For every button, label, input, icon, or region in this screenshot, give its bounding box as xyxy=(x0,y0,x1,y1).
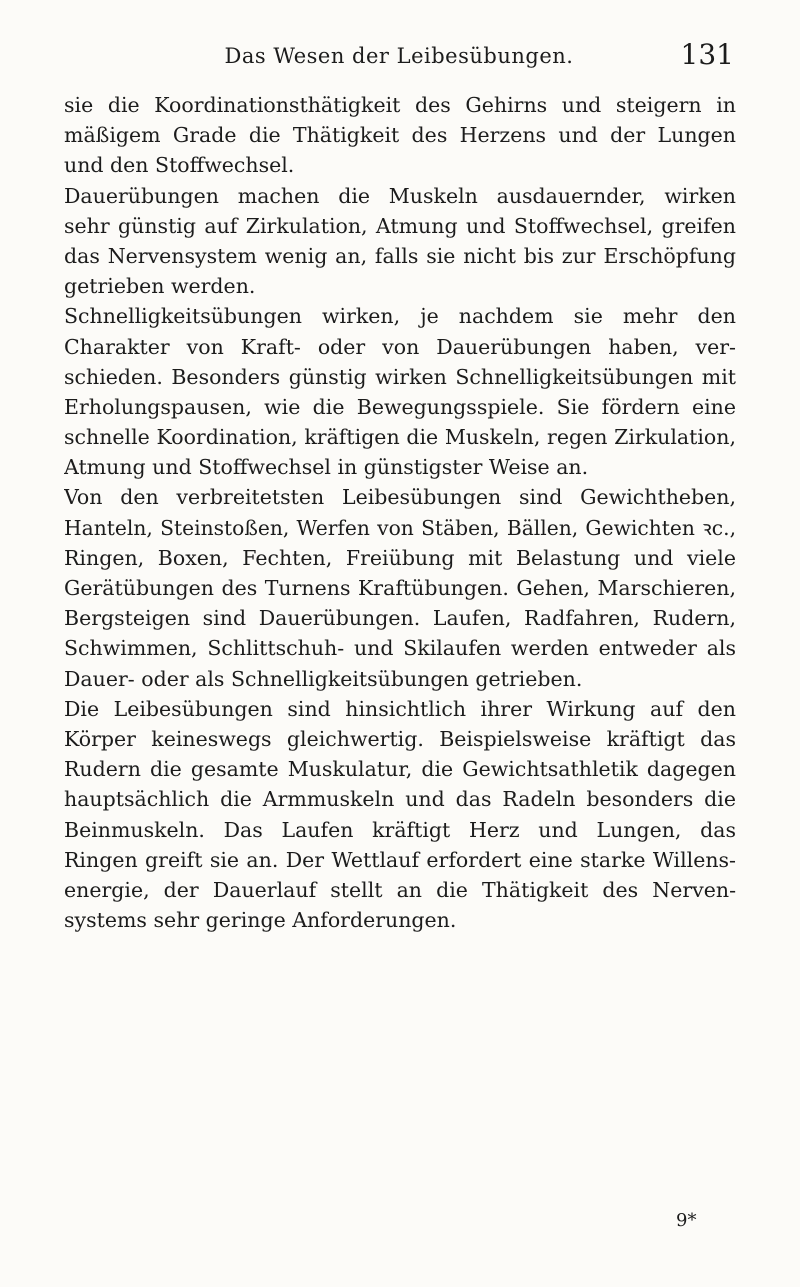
text-line: Beinmuskeln. Das Laufen kräftigt Herz und Lungen, das xyxy=(64,817,736,842)
text-line: und den Stoffwechsel. xyxy=(64,153,295,178)
text-line: energie, der Dauerlauf stellt an die Thätigkeit des Nerven- xyxy=(64,877,736,902)
text-line: Rudern die gesamte Muskulatur, die Gewichtsathletik dagegen xyxy=(64,757,736,782)
text-line: Dauerübungen machen die Muskeln ausdauernder, wirken xyxy=(64,183,736,208)
text-line: Gerätübungen des Turnens Kraftübungen. Gehen, Marschieren, xyxy=(64,576,736,600)
text-line: sie die Koordinationsthätigkeit des Gehirns und steigern in xyxy=(64,93,736,117)
text-line: systems sehr geringe Anforderungen. xyxy=(64,908,457,933)
text-line: Ringen, Boxen, Fechten, Freiübung mit Belastung und viele xyxy=(64,545,736,570)
text-line: hauptsächlich die Armmuskeln und das Radeln besonders die xyxy=(64,787,736,812)
text-line: getrieben werden. xyxy=(64,274,256,299)
text-line: Ringen greift sie an. Der Wettlauf erfordert eine starke Willens- xyxy=(64,847,736,872)
page-header xyxy=(64,38,734,80)
text-line: sehr günstig auf Zirkulation, Atmung und Stoffwechsel, greifen xyxy=(64,213,736,238)
text-line: Atmung und Stoffwechsel in günstigster Weise an. xyxy=(64,455,589,480)
printer-signature: 9* xyxy=(676,1210,697,1231)
body-text xyxy=(64,90,736,935)
running-title: Das Wesen der Leibesübungen. xyxy=(224,44,574,68)
page-number: 131 xyxy=(680,38,734,71)
text-line: Charakter von Kraft- oder von Dauerübungen haben, ver- xyxy=(64,334,736,359)
text-line: schnelle Koordination, kräftigen die Muskeln, regen Zirkulation, xyxy=(64,425,736,450)
text-line: schieden. Besonders günstig wirken Schnelligkeitsübungen mit xyxy=(64,364,736,389)
text-line: Schwimmen, Schlittschuh- und Skilaufen werden entweder als xyxy=(64,636,736,661)
text-line: Körper keineswegs gleichwertig. Beispielsweise kräftigt das xyxy=(64,726,736,751)
text-line: Die Leibesübungen sind hinsichtlich ihrer Wirkung auf den xyxy=(64,696,736,721)
text-line: Hanteln, Steinstoßen, Werfen von Stäben, Bällen, Gewichten ꝛc., xyxy=(64,515,736,540)
text-line: Erholungspausen, wie die Bewegungsspiele. Sie fördern eine xyxy=(64,394,736,419)
text-line: Von den verbreitetsten Leibesübungen sind Gewichtheben, xyxy=(64,485,736,510)
text-line: Bergsteigen sind Dauerübungen. Laufen, Radfahren, Rudern, xyxy=(64,606,736,631)
text-line: das Nervensystem wenig an, falls sie nicht bis zur Erschöpfung xyxy=(64,243,736,268)
text-line: Dauer- oder als Schnelligkeitsübungen getrieben. xyxy=(64,666,583,691)
text-line: Schnelligkeitsübungen wirken, je nachdem sie mehr den xyxy=(64,304,736,329)
text-line: mäßigem Grade die Thätigkeit des Herzens und der Lungen xyxy=(64,123,736,148)
